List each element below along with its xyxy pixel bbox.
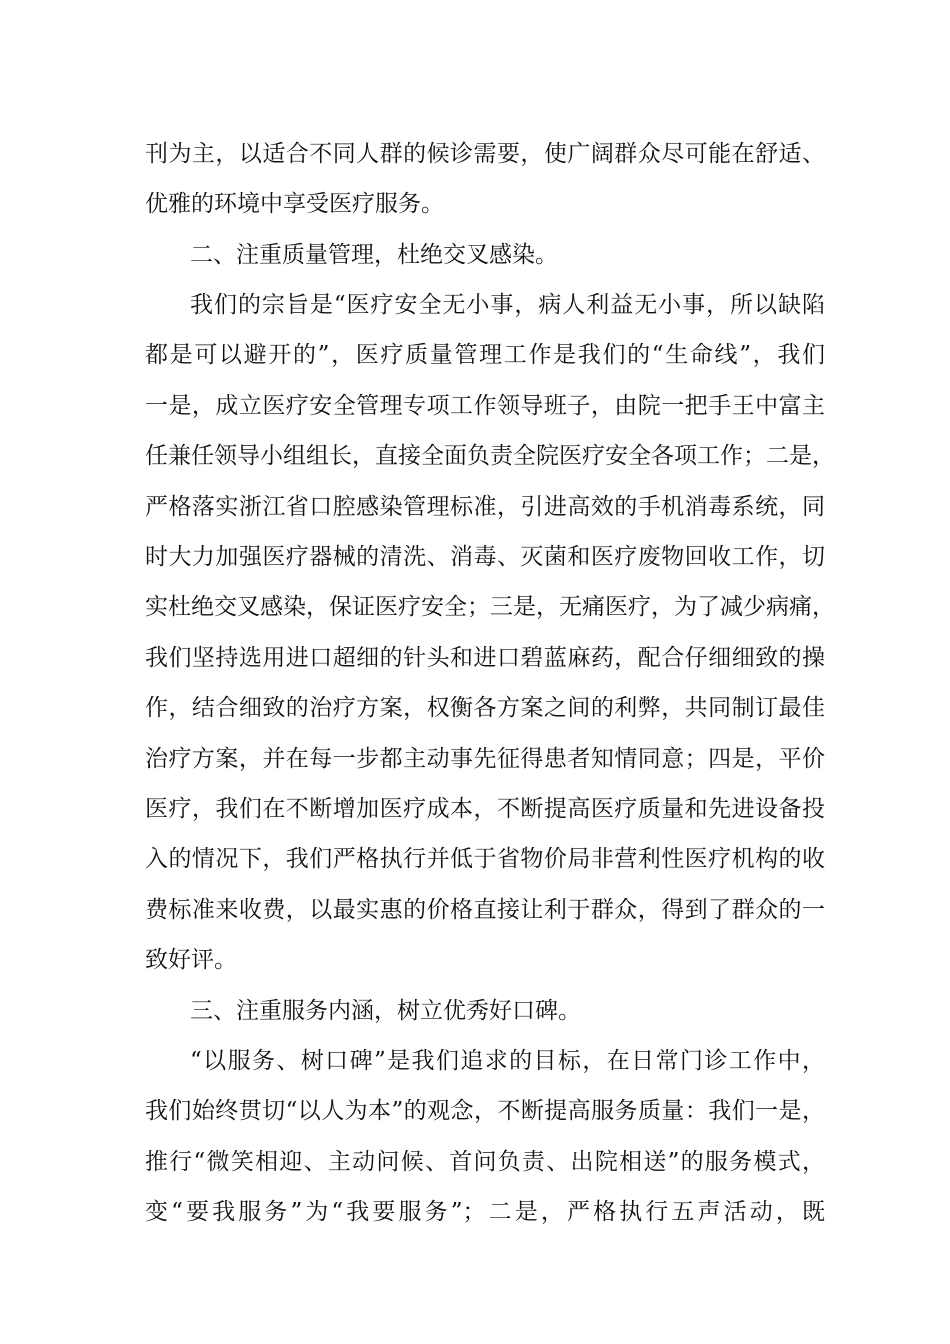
text-line: 作，结合细致的治疗方案，权衡各方案之间的利弊，共同制订最佳 — [145, 695, 825, 721]
text-line: 治疗方案，并在每一步都主动事先征得患者知情同意；四是，平价 — [145, 746, 825, 772]
text-line: 医疗，我们在不断增加医疗成本，不断提高医疗质量和先进设备投 — [145, 796, 825, 822]
text-line: 变“要我服务”为“我要服务”；二是，严格执行五声活动，既 — [145, 1199, 825, 1225]
text-line: “以服务、树口碑”是我们追求的目标，在日常门诊工作中， — [190, 1048, 825, 1074]
text-line: 致好评。 — [145, 947, 237, 973]
text-line: 推行“微笑相迎、主动问候、首问负责、出院相送”的服务模式， — [145, 1149, 825, 1175]
text-line: 任兼任领导小组组长，直接全面负责全院医疗安全各项工作；二是， — [145, 443, 835, 469]
section-heading: 三、注重服务内涵，树立优秀好口碑。 — [190, 998, 581, 1024]
section-heading: 二、注重质量管理，杜绝交叉感染。 — [190, 242, 558, 268]
text-line: 时大力加强医疗器械的清洗、消毒、灭菌和医疗废物回收工作，切 — [145, 544, 825, 570]
text-line: 我们始终贯切“以人为本”的观念，不断提高服务质量：我们一是， — [145, 1098, 825, 1124]
text-line: 一是，成立医疗安全管理专项工作领导班子，由院一把手王中富主 — [145, 393, 825, 419]
text-line: 优雅的环境中享受医疗服务。 — [145, 191, 444, 217]
text-line: 刊为主，以适合不同人群的候诊需要，使广阔群众尽可能在舒适、 — [145, 141, 825, 167]
text-line: 入的情况下，我们严格执行并低于省物价局非营利性医疗机构的收 — [145, 846, 825, 872]
text-line: 我们坚持选用进口超细的针头和进口碧蓝麻药，配合仔细细致的操 — [145, 645, 825, 671]
text-line: 都是可以避开的”，医疗质量管理工作是我们的“生命线”，我们 — [145, 342, 825, 368]
text-line: 实杜绝交叉感染，保证医疗安全；三是，无痛医疗，为了减少病痛， — [145, 594, 835, 620]
text-line: 严格落实浙江省口腔感染管理标准，引进高效的手机消毒系统，同 — [145, 494, 825, 520]
text-line: 我们的宗旨是“医疗安全无小事，病人利益无小事，所以缺陷 — [190, 292, 825, 318]
text-line: 费标准来收费，以最实惠的价格直接让利于群众，得到了群众的一 — [145, 897, 825, 923]
